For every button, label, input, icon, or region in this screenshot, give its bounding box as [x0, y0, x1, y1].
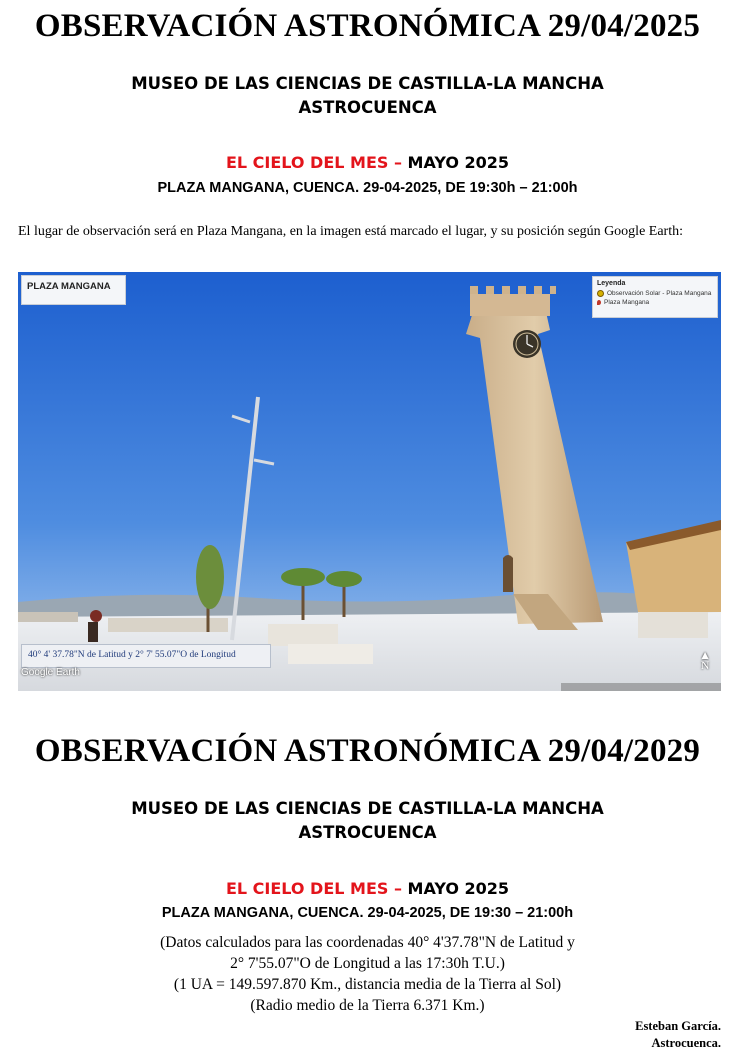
legend-row-2: [597, 299, 713, 306]
legend-item-1: Observación Solar - Plaza Mangana: [607, 290, 712, 297]
legend-row-1: [597, 290, 713, 297]
cielo-month: MAYO 2025: [401, 153, 510, 172]
title-1: OBSERVACIÓN ASTRONÓMICA 29/04/2025: [34, 8, 701, 44]
cielo-heading-1: [0, 153, 735, 172]
museum-heading-2: [0, 797, 735, 845]
info-line-1: (Datos calculados para las coordenadas 40° 4'37.78"N de Latitud y: [160, 934, 575, 951]
tree-1: [196, 545, 224, 609]
tree-3: [326, 571, 362, 587]
plaza-scene: [18, 272, 721, 691]
signature-org: Astrocuenca.: [651, 1036, 721, 1050]
museum-line-2: ASTROCUENCA: [298, 823, 437, 842]
tower-door: [503, 555, 513, 592]
google-earth-photo: [18, 272, 721, 691]
cielo-label: EL CIELO DEL MES –: [225, 153, 402, 172]
intro-paragraph: El lugar de observación será en Plaza Mangana, en la imagen está marcado el lugar, y su posición según Google Earth:: [18, 224, 683, 239]
bench-right: [638, 612, 708, 638]
photo-title-box: PLAZA MANGANA: [21, 275, 126, 305]
pin-icon: [597, 300, 601, 305]
compass-icon: ▲ N: [699, 648, 711, 672]
signature: [635, 1018, 721, 1052]
title-2: OBSERVACIÓN ASTRONÓMICA 29/04/2029: [34, 733, 701, 769]
photo-coords-box: 40° 4' 37.78"N de Latitud y 2° 7' 55.07"O de Longitud: [21, 644, 271, 668]
museum-heading-1: [0, 72, 735, 120]
place-line-1: PLAZA MANGANA, CUENCA. 29-04-2025, DE 19:30h – 21:00h: [157, 180, 578, 196]
wall-left: [108, 618, 228, 632]
bench-1: [268, 624, 338, 646]
cielo-label: EL CIELO DEL MES –: [225, 879, 402, 898]
person: [88, 622, 98, 642]
photo-legend: [592, 276, 718, 318]
cielo-month: MAYO 2025: [401, 879, 510, 898]
compass-label: N: [700, 658, 710, 672]
bench-2: [288, 644, 373, 664]
legend-item-2: Plaza Mangana: [604, 299, 650, 306]
sun-marker-icon: [597, 290, 604, 297]
info-line-4: (Radio medio de la Tierra 6.371 Km.): [250, 997, 485, 1014]
google-earth-watermark: Google Earth: [21, 667, 80, 678]
calc-info: [0, 932, 735, 1016]
tree-2: [281, 568, 325, 586]
scale-bar: [561, 683, 721, 691]
wall-far-left: [18, 612, 78, 622]
museum-line-2: ASTROCUENCA: [298, 98, 437, 117]
museum-line-1: MUSEO DE LAS CIENCIAS DE CASTILLA-LA MANCHA: [131, 74, 604, 93]
info-line-2: 2° 7'55.07"O de Longitud a las 17:30h T.U.): [230, 955, 505, 972]
signature-name: Esteban García.: [635, 1019, 721, 1033]
place-line-2: PLAZA MANGANA, CUENCA. 29-04-2025, DE 19:30 – 21:00h: [161, 905, 574, 921]
info-line-3: (1 UA = 149.597.870 Km., distancia media de la Tierra al Sol): [173, 976, 562, 993]
legend-title: Leyenda: [597, 280, 626, 287]
museum-line-1: MUSEO DE LAS CIENCIAS DE CASTILLA-LA MANCHA: [131, 799, 604, 818]
cielo-heading-2: [0, 879, 735, 898]
